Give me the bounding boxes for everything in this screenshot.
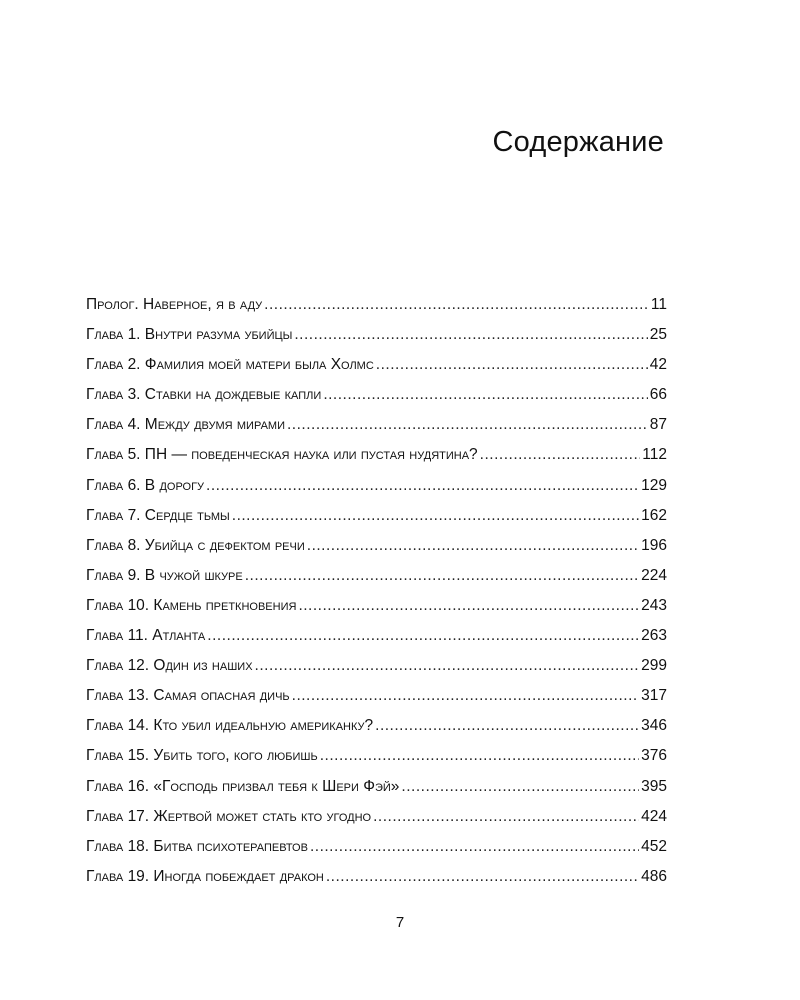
toc-entry-page: 42 [649, 356, 667, 374]
toc-entry-label: Глава 13. Самая опасная дичь [86, 687, 290, 705]
dot-leader [401, 778, 639, 796]
toc-entry [86, 507, 667, 537]
toc-entry [86, 597, 667, 627]
toc-entry-page: 346 [641, 717, 667, 735]
toc-entry-page: 395 [641, 777, 667, 795]
table-of-contents [86, 296, 667, 898]
toc-entry-label: Глава 15. Убить того, кого любишь [86, 747, 318, 765]
toc-entry-page: 424 [641, 807, 667, 825]
dot-leader [207, 627, 639, 645]
toc-entry-page: 196 [641, 536, 667, 554]
dot-leader [264, 296, 649, 314]
toc-entry-page: 263 [641, 627, 667, 645]
toc-entry-page: 87 [649, 416, 667, 434]
dot-leader [373, 808, 639, 826]
toc-entry-label: Глава 17. Жертвой может стать кто угодно [86, 807, 372, 825]
dot-leader [206, 477, 639, 495]
toc-entry-page: 376 [641, 747, 667, 765]
toc-entry-page: 66 [649, 386, 667, 404]
toc-entry-label: Глава 10. Камень преткновения [86, 596, 297, 614]
toc-entry-label: Глава 14. Кто убил идеальную американку? [86, 717, 374, 735]
toc-entry [86, 868, 667, 898]
dot-leader [292, 687, 639, 705]
toc-entry [86, 778, 667, 808]
dot-leader [232, 507, 639, 525]
dot-leader [287, 416, 648, 434]
toc-entry-label: Глава 18. Битва психотерапевтов [86, 837, 308, 855]
toc-entry [86, 356, 667, 386]
toc-entry [86, 687, 667, 717]
toc-entry-page: 317 [641, 687, 667, 705]
toc-entry-label: Пролог. Наверное, я в аду [86, 296, 263, 313]
toc-entry-label: Глава 1. Внутри разума убийцы [86, 326, 293, 344]
toc-entry-label: Глава 4. Между двумя мирами [86, 416, 285, 434]
toc-entry-label: Глава 8. Убийца с дефектом речи [86, 536, 305, 554]
toc-entry-page: 112 [642, 446, 667, 464]
toc-entry-label: Глава 6. В дорогу [86, 476, 205, 494]
dot-leader [375, 717, 639, 735]
toc-entry-label: Глава 16. «Господь призвал тебя к Шери Фэй» [86, 777, 400, 795]
toc-entry [86, 808, 667, 838]
toc-entry [86, 537, 667, 567]
toc-entry-page: 11 [650, 296, 667, 313]
dot-leader [310, 838, 639, 856]
toc-entry-page: 224 [641, 566, 667, 584]
toc-entry-page: 486 [641, 867, 667, 885]
dot-leader [294, 326, 647, 344]
toc-entry [86, 567, 667, 597]
toc-entry-page: 25 [649, 326, 667, 344]
toc-entry-page: 243 [641, 596, 667, 614]
dot-leader [245, 567, 639, 585]
dot-leader [323, 386, 647, 404]
dot-leader [376, 356, 648, 374]
dot-leader [326, 868, 639, 886]
dot-leader [255, 657, 640, 675]
dot-leader [307, 537, 639, 555]
toc-entry-label: Глава 3. Ставки на дождевые капли [86, 386, 322, 404]
dot-leader [298, 597, 639, 615]
toc-entry [86, 296, 667, 326]
page-number: 7 [395, 914, 405, 931]
toc-entry-label: Глава 5. ПН — поведенческая наука или пустая нудятина? [86, 446, 478, 464]
toc-entry [86, 838, 667, 868]
toc-entry [86, 627, 667, 657]
toc-entry-page: 452 [641, 837, 667, 855]
toc-entry-label: Глава 11. Атланта [86, 627, 206, 645]
toc-entry-label: Глава 12. Один из наших [86, 657, 253, 675]
toc-entry [86, 717, 667, 747]
toc-entry [86, 326, 667, 356]
toc-entry [86, 386, 667, 416]
toc-entry [86, 477, 667, 507]
toc-entry [86, 446, 667, 476]
toc-entry-label: Глава 2. Фамилия моей матери была Холмс [86, 356, 374, 374]
toc-entry-page: 129 [641, 476, 667, 494]
toc-entry-page: 299 [641, 657, 667, 675]
dot-leader [480, 446, 641, 464]
toc-entry [86, 416, 667, 446]
toc-entry-page: 162 [641, 506, 667, 524]
toc-entry [86, 657, 667, 687]
dot-leader [320, 747, 639, 765]
toc-entry-label: Глава 7. Сердце тьмы [86, 506, 230, 524]
toc-entry-label: Глава 9. В чужой шкуре [86, 566, 243, 584]
toc-entry-label: Глава 19. Иногда побеждает дракон [86, 867, 324, 885]
page-title: Содержание [492, 126, 664, 158]
toc-entry [86, 747, 667, 777]
